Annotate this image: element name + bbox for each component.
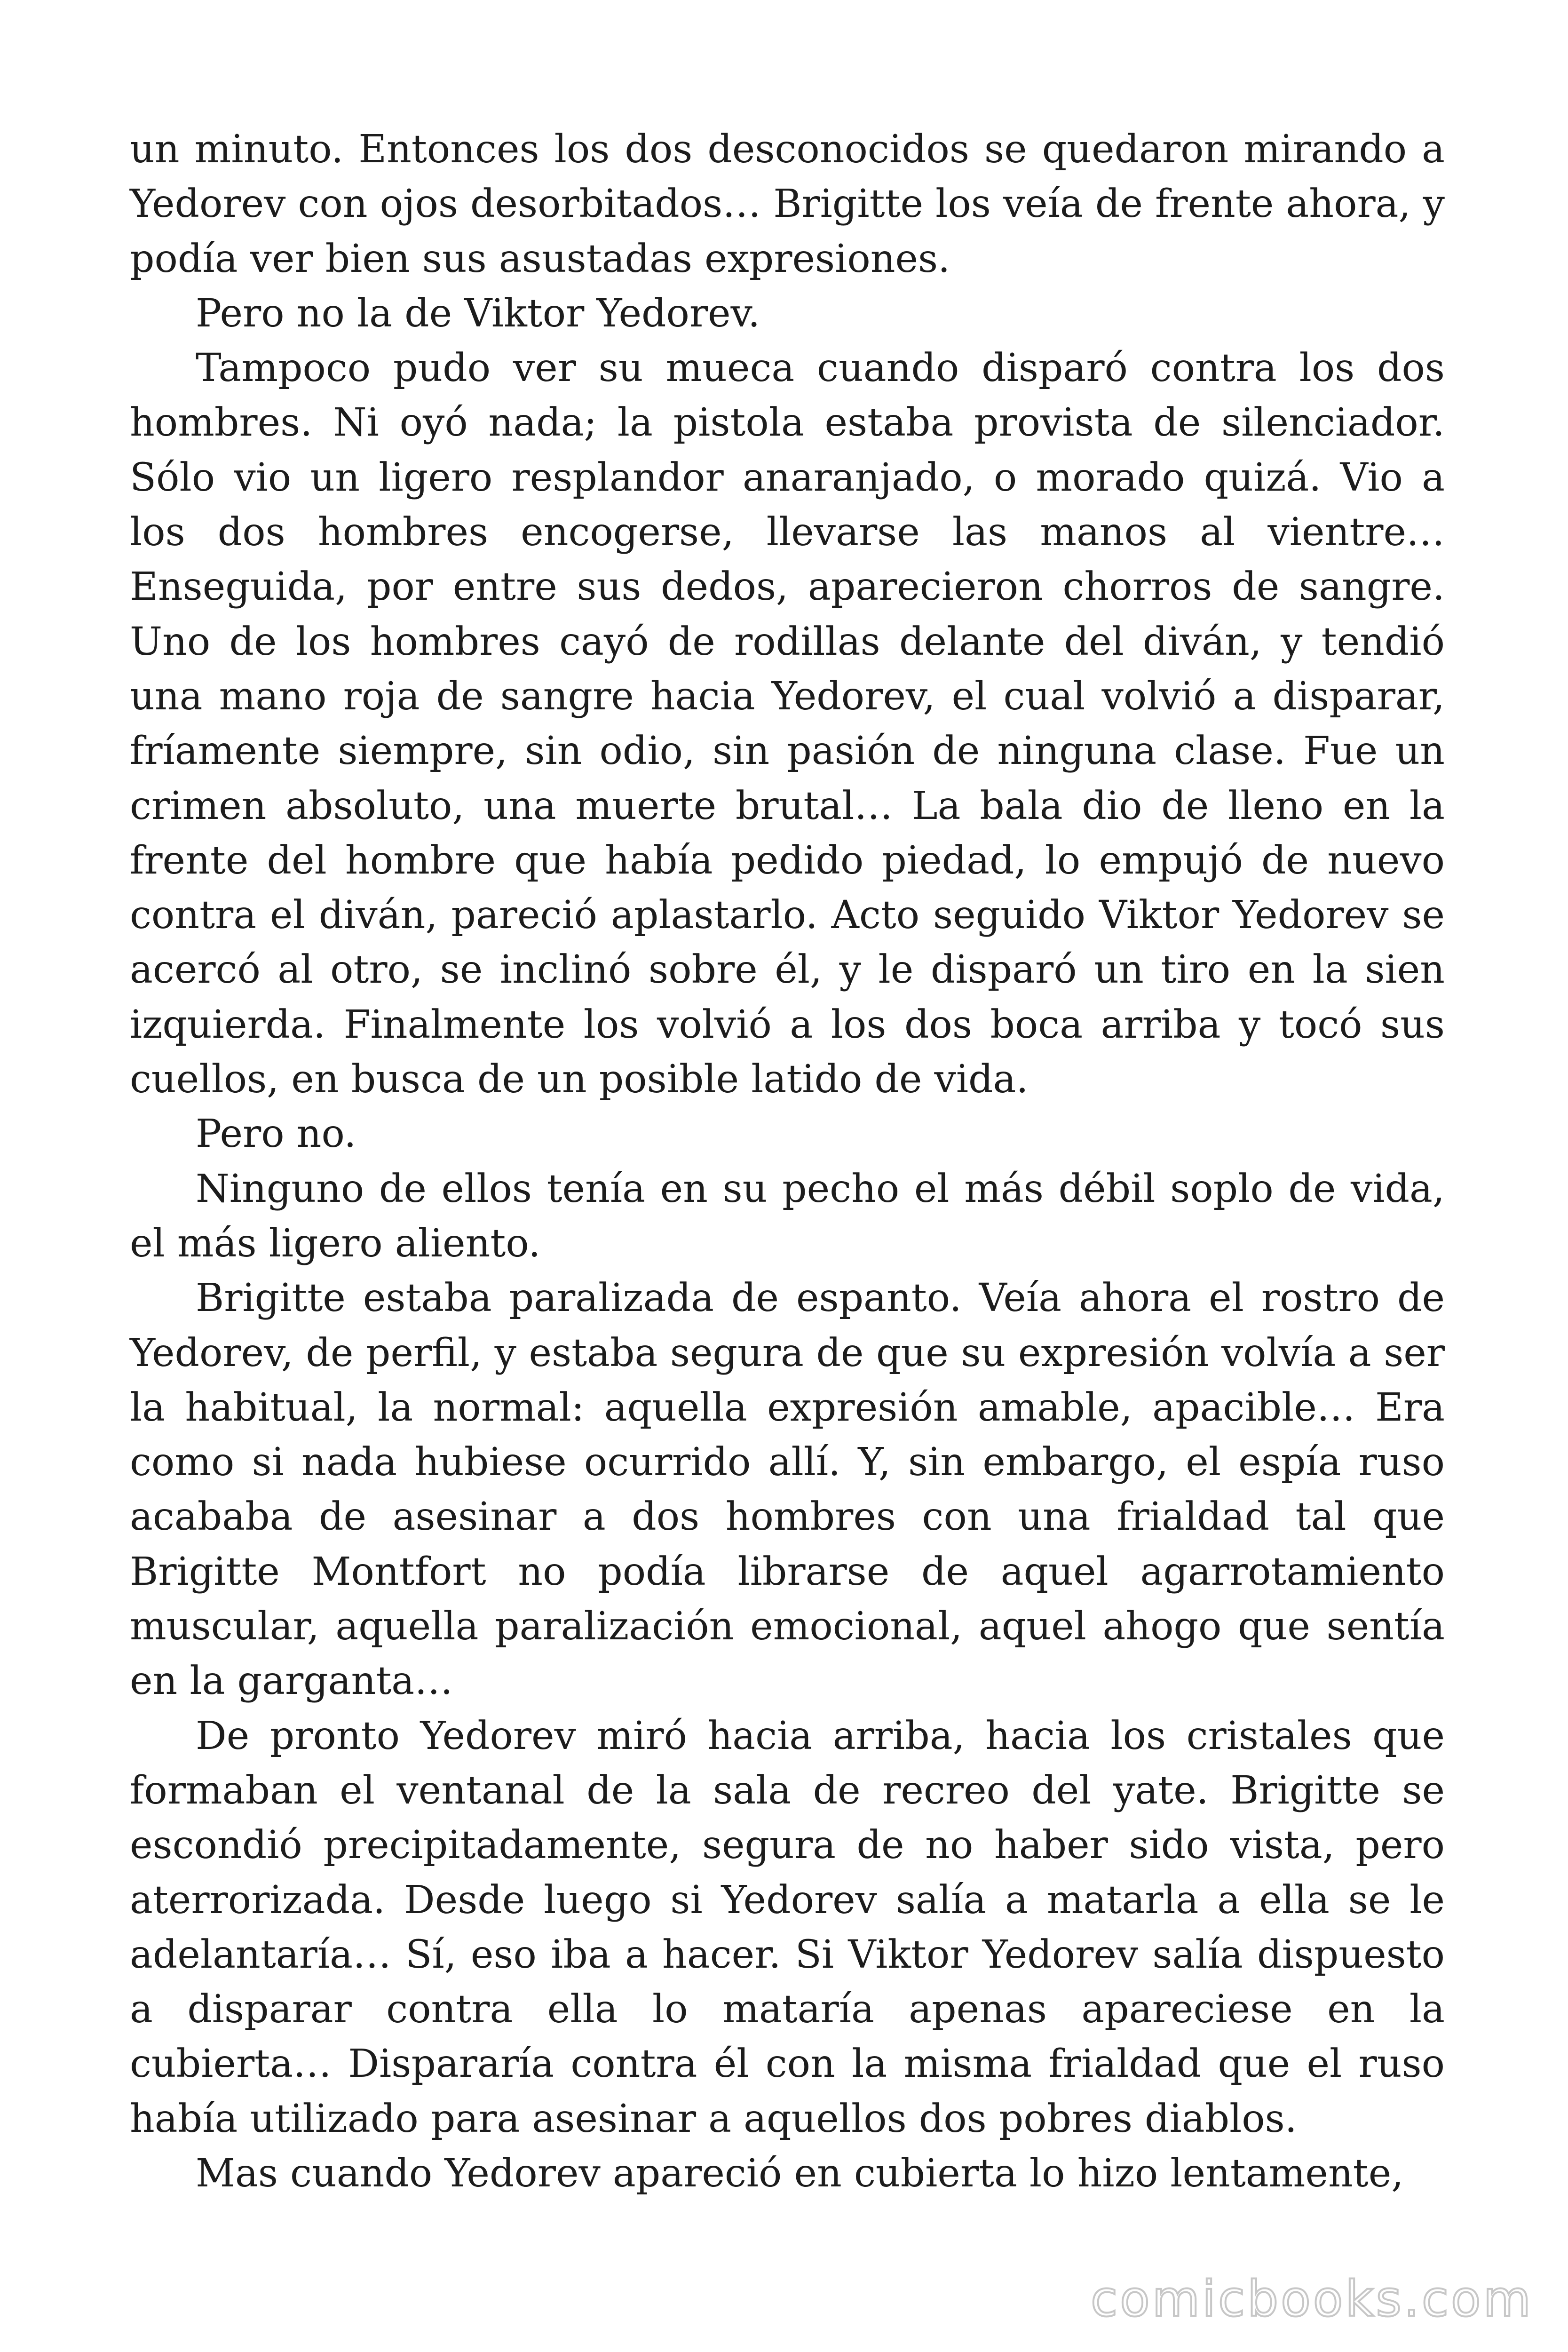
paragraph: un minuto. Entonces los dos desconocidos se quedaron mirando a Yedorev con ojos desorbitados… Brigitte los veía de frente ahora, y podía ver bien sus asustadas expresiones. [130, 127, 1445, 281]
paragraph: Mas cuando Yedorev apareció en cubierta lo hizo lentamente, [196, 2151, 1404, 2196]
paragraph: Brigitte estaba paralizada de espanto. Veía ahora el rostro de Yedorev, de perfil, y estaba segura de que su expresión volvía a ser la habitual, la normal: aquella expresión amable, apacible… Era como si nada hubiese ocurrido allí. Y, sin embargo, el espía ruso acababa de asesinar a dos hombres con una frialdad tal que Brigitte Montfort no podía librarse de aquel agarrotamiento muscular, aquella paralización emocional, aquel ahogo que sentía en la garganta… [130, 1276, 1445, 1704]
paragraph: Ninguno de ellos tenía en su pecho el más débil soplo de vida, el más ligero aliento. [130, 1166, 1445, 1266]
paragraph: Tampoco pudo ver su mueca cuando disparó contra los dos hombres. Ni oyó nada; la pistola estaba provista de silenciador. Sólo vio un ligero resplandor anaranjado, o morado quizá. Vio a los dos hombres encogerse, llevarse las manos al vientre… Enseguida, por entre sus dedos, aparecieron chorros de sangre. Uno de los hombres cayó de rodillas delante del diván, y tendió una mano roja de sangre hacia Yedorev, el cual volvió a disparar, fríamente siempre, sin odio, sin pasión de ninguna clase. Fue un crimen absoluto, una muerte brutal… La bala dio de lleno en la frente del hombre que había pedido piedad, lo empujó de nuevo contra el diván, pareció aplastarlo. Acto seguido Viktor Yedorev se acercó al otro, se inclinó sobre él, y le disparó un tiro en la sien izquierda. Finalmente los volvió a los dos boca arriba y tocó sus cuellos, en busca de un posible latido de vida. [130, 346, 1445, 1102]
watermark: comicbooks.com [1090, 2270, 1533, 2328]
page-body [130, 122, 1445, 2201]
paragraph: Pero no la de Viktor Yedorev. [196, 291, 760, 336]
paragraph: De pronto Yedorev miró hacia arriba, hacia los cristales que formaban el ventanal de la sala de recreo del yate. Brigitte se escondió precipitadamente, segura de no haber sido vista, pero aterrorizada. Desde luego si Yedorev salía a matarla a ella se le adelantaría… Sí, eso iba a hacer. Si Viktor Yedorev salía dispuesto a disparar contra ella lo mataría apenas apareciese en la cubierta… Dispararía contra él con la misma frialdad que el ruso había utilizado para asesinar a aquellos dos pobres diablos. [130, 1713, 1445, 2141]
paragraph: Pero no. [196, 1112, 356, 1157]
